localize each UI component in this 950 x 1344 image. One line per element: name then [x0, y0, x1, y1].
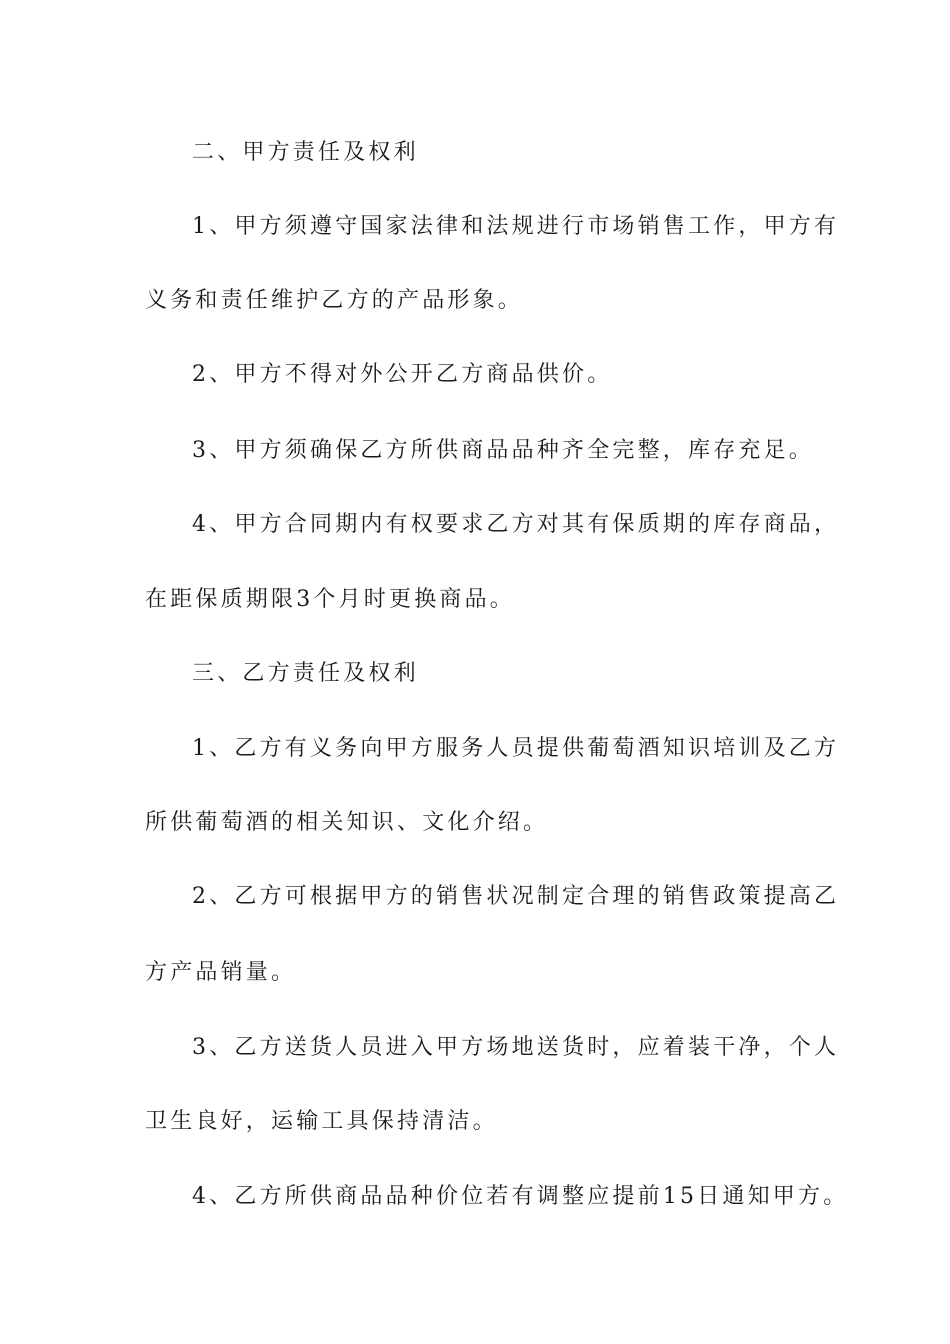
- paragraph-line: 3、甲方须确保乙方所供商品品种齐全完整，库存充足。: [192, 438, 814, 463]
- paragraph-line: 在距保质期限3个月时更换商品。: [145, 587, 515, 612]
- paragraph-line: 义务和责任维护乙方的产品形象。: [145, 288, 524, 313]
- paragraph-line: 4、甲方合同期内有权要求乙方对其有保质期的库存商品，: [192, 512, 840, 537]
- paragraph-line: 4、乙方所供商品品种价位若有调整应提前15日通知甲方。: [192, 1184, 849, 1209]
- paragraph-line: 3、乙方送货人员进入甲方场地送货时，应着装干净，个人: [192, 1035, 840, 1060]
- paragraph-line: 所供葡萄酒的相关知识、文化介绍。: [145, 810, 549, 835]
- paragraph-line: 2、甲方不得对外公开乙方商品供价。: [192, 362, 613, 387]
- paragraph-line: 2、乙方可根据甲方的销售状况制定合理的销售政策提高乙: [192, 884, 840, 909]
- paragraph-line: 1、甲方须遵守国家法律和法规进行市场销售工作，甲方有: [192, 214, 840, 239]
- section-heading-party-a: 二、甲方责任及权利: [192, 140, 419, 165]
- section-heading-party-b: 三、乙方责任及权利: [192, 661, 419, 686]
- paragraph-line: 方产品销量。: [145, 960, 297, 985]
- paragraph-line: 卫生良好，运输工具保持清洁。: [145, 1109, 498, 1134]
- paragraph-line: 1、乙方有义务向甲方服务人员提供葡萄酒知识培训及乙方: [192, 736, 840, 761]
